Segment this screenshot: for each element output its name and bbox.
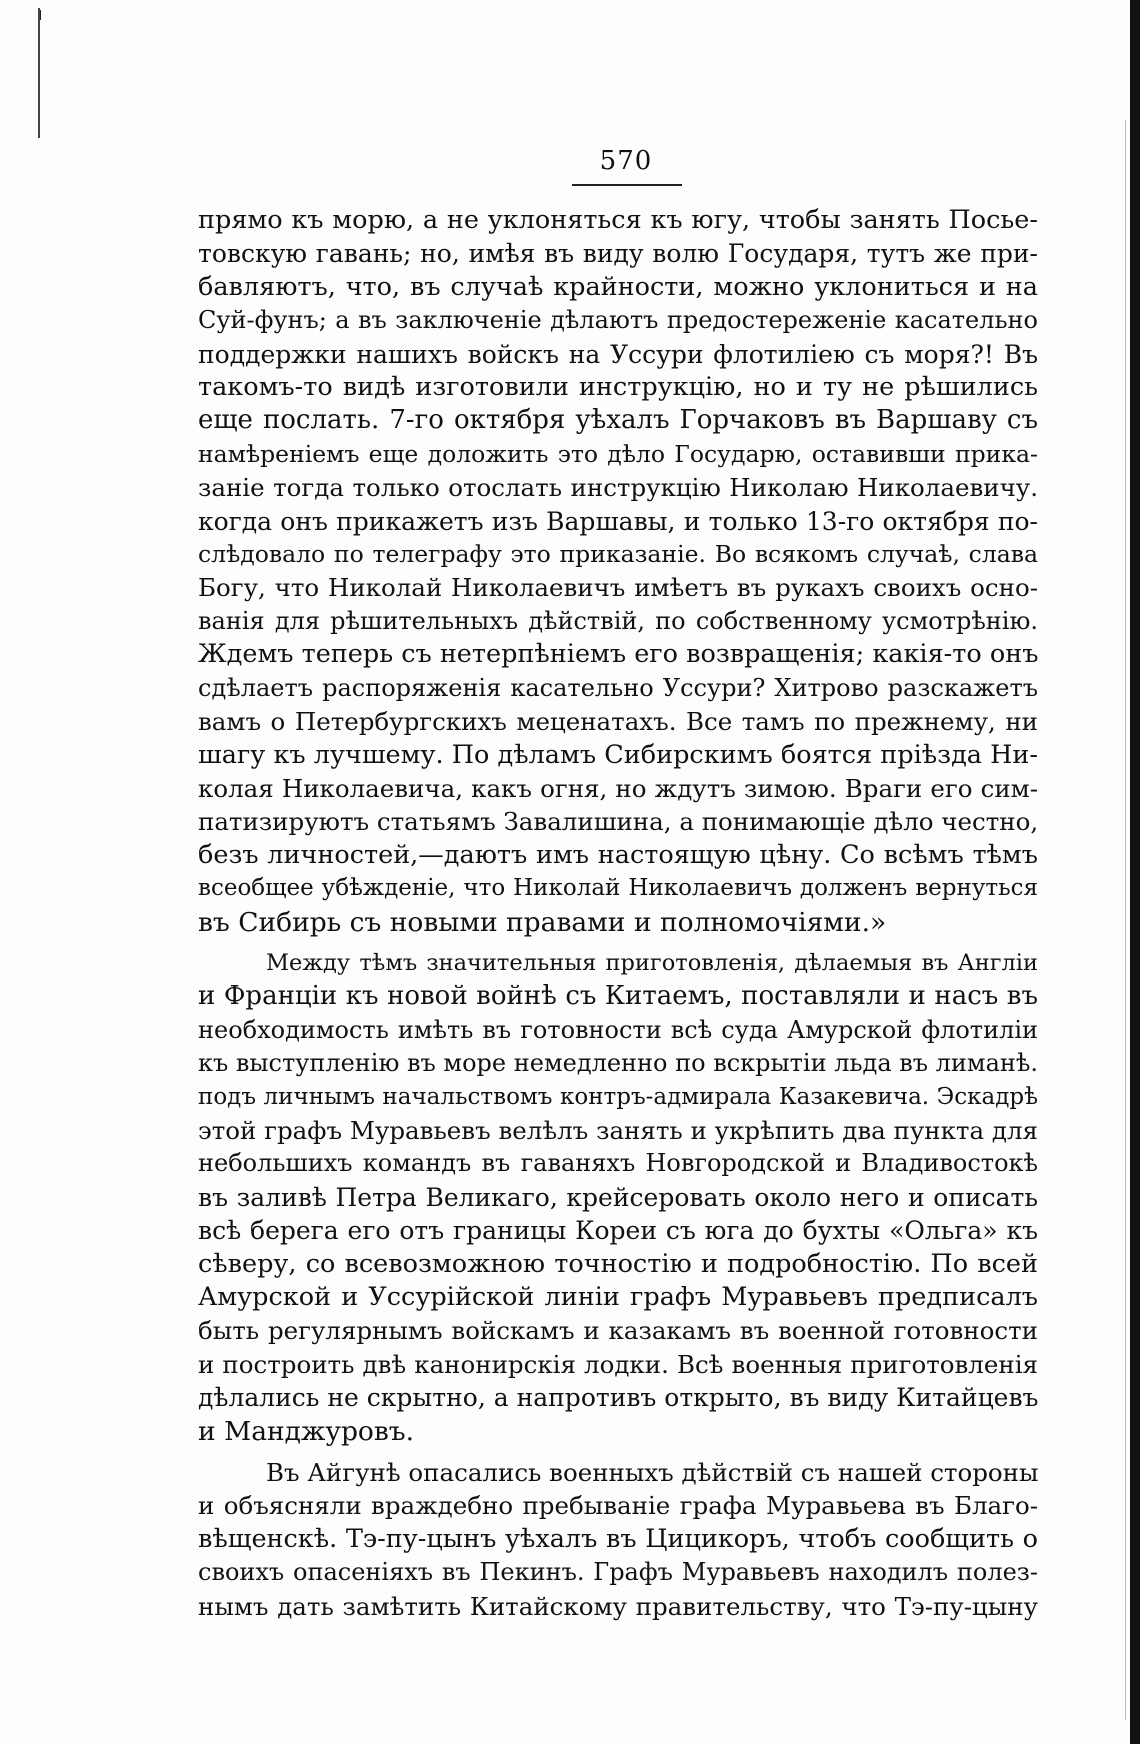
text-line: намѣреніемъ еще доложить это дѣло Государю, оставивши прика- (198, 439, 1038, 468)
text-line: Между тѣмъ значительныя приготовленія, дѣлаемыя въ Англіи (266, 949, 1038, 976)
text-line: и объясняли враждебно пребываніе графа Муравьева въ Благо- (198, 1491, 1038, 1521)
text-line: своихъ опасеніяхъ въ Пекинъ. Графъ Муравьевъ находилъ полез- (198, 1558, 1038, 1587)
text-line: бавляютъ, что, въ случаѣ крайности, можно уклониться и на (198, 271, 1038, 302)
text-line: вамъ о Петербургскихъ меценатахъ. Все тамъ по прежнему, ни (198, 707, 1038, 737)
text-line: еще послать. 7-го октября уѣхалъ Горчаковъ въ Варшаву съ (198, 405, 1038, 436)
text-line: колая Николаевича, какъ огня, но ждутъ зимою. Враги его сим- (198, 773, 1038, 803)
text-line: поддержки нашихъ войскъ на Уссури флотиліею съ моря?! Въ (198, 339, 1038, 369)
text-line: заніе тогда только отослать инструкцію Николаю Николаевичу. (198, 473, 1038, 503)
text-line: ванія для рѣшительныхъ дѣйствій, по собственному усмотрѣнію. (198, 606, 1038, 635)
text-line: Амурской и Уссурійской линіи графъ Муравьевъ предписалъ (198, 1282, 1038, 1312)
body-text (198, 204, 1038, 1623)
text-line: патизируютъ статьямъ Завалишина, а понимающіе дѣло честно, (198, 807, 1039, 837)
text-line: небольшихъ командъ въ гаваняхъ Новгородской и Владивостокѣ (198, 1149, 1038, 1178)
text-line: этой графъ Муравьевъ велѣлъ занять и укрѣпить два пункта для (198, 1115, 1038, 1145)
text-line: въ Сибирь съ новыми правами и полномочіями.» (198, 906, 887, 938)
text-line: Ждемъ теперь съ нетерпѣніемъ его возвращенія; какія-то онъ (198, 639, 1039, 670)
scan-page-edge (1130, 0, 1140, 1744)
text-line: дѣлались не скрытно, а напротивъ открыто, въ виду Китайцевъ (198, 1383, 1039, 1413)
text-line: прямо къ морю, а не уклоняться къ югу, чтобы занять Посье- (198, 205, 1038, 235)
text-line: нымъ дать замѣтить Китайскому правительству, что Тэ-пу-цыну (198, 1591, 1038, 1621)
text-line: быть регулярнымъ войскамъ и казакамъ въ военной готовности (198, 1316, 1038, 1346)
scan-edge-mark (38, 8, 40, 138)
paragraph (198, 204, 1038, 939)
text-line: и Манджуровъ. (198, 1415, 415, 1447)
text-line: къ выступленію въ море немедленно по вскрытіи льда въ лиманѣ. (198, 1049, 1038, 1078)
text-line: когда онъ прикажетъ изъ Варшавы, и только 13-го октября по- (198, 506, 1038, 536)
header-rule (572, 184, 682, 186)
text-line: всеобщее убѣжденіе, что Николай Николаевичъ долженъ вернуться (198, 875, 1038, 902)
text-line: необходимость имѣть въ готовности всѣ суда Амурской флотиліи (198, 1015, 1038, 1044)
scan-gutter-line (1125, 120, 1126, 1720)
paragraph (198, 1456, 1038, 1623)
text-line: слѣдовало по телеграфу это приказаніе. Во всякомъ случаѣ, слава (198, 540, 1038, 569)
text-line: вѣщенскѣ. Тэ-пу-цынъ уѣхалъ въ Цицикоръ, чтобъ сообщить о (198, 1523, 1038, 1554)
text-line: товскую гавань; но, имѣя въ виду волю Государя, тутъ же при- (198, 239, 1038, 269)
page-number: 570 (599, 146, 653, 176)
text-line: Въ Айгунѣ опасались военныхъ дѣйствій съ нашей стороны (266, 1458, 1039, 1488)
text-line: сдѣлаетъ распоряженія касательно Уссури? Хитрово разскажетъ (198, 673, 1038, 702)
text-line: и построить двѣ канонирскія лодки. Всѣ военныя приготовленія (198, 1349, 1038, 1379)
scan-edge-mark (40, 10, 41, 20)
text-line: подъ личнымъ начальствомъ контръ-адмирала Казакевича. Эскадрѣ (198, 1083, 1038, 1110)
paragraph-spacing (198, 1448, 1038, 1456)
text-line: такомъ-то видѣ изготовили инструкцію, но и ту не рѣшились (198, 372, 1038, 403)
text-line: Богу, что Николай Николаевичъ имѣетъ въ рукахъ своихъ осно- (198, 573, 1038, 603)
paragraph (198, 947, 1038, 1448)
text-line: въ заливѣ Петра Великаго, крейсеровать около него и описать (198, 1182, 1038, 1212)
text-line: сѣверу, со всевозможною точностію и подробностію. По всей (198, 1248, 1038, 1279)
text-line: всѣ берега его отъ границы Кореи съ юга до бухты «Ольга» къ (198, 1216, 1038, 1246)
text-line: Суй-фунъ; а въ заключеніе дѣлаютъ предостереженіе касательно (198, 306, 1038, 335)
text-line: шагу къ лучшему. По дѣламъ Сибирскимъ боятся пріѣзда Ни- (198, 739, 1038, 770)
paragraph-spacing (198, 939, 1038, 947)
text-line: и Франціи къ новой войнѣ съ Китаемъ, поставляли и насъ въ (198, 981, 1038, 1012)
text-line: безъ личностей,—даютъ имъ настоящую цѣну. Со всѣмъ тѣмъ (198, 839, 1038, 870)
